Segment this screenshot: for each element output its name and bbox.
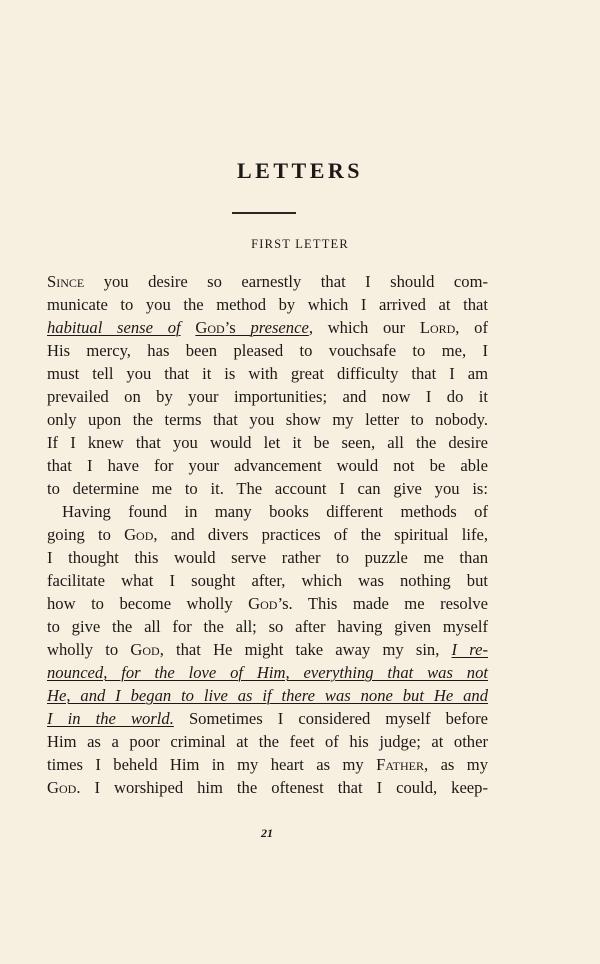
text-segment: God bbox=[195, 318, 225, 337]
letter-subheading: FIRST LETTER bbox=[251, 237, 349, 251]
text-line bbox=[47, 408, 488, 431]
text-segment: Lord bbox=[419, 318, 456, 337]
text-segment: I re- bbox=[451, 640, 488, 659]
text-segment: must tell you that it is with great difficulty that I am bbox=[47, 364, 488, 383]
text-line bbox=[47, 730, 488, 753]
text-line bbox=[47, 753, 488, 776]
text-segment: His mercy, has been pleased to vouchsafe to me, I bbox=[47, 341, 488, 360]
text-line bbox=[47, 270, 488, 293]
text-segment: God bbox=[248, 594, 278, 613]
text-segment: to give the all for the all; so after having given myself bbox=[47, 617, 488, 636]
text-segment: If I knew that you would let it be seen, all the desire bbox=[47, 433, 488, 452]
text-segment: I in the world. bbox=[47, 709, 174, 728]
text-segment: how to become wholly bbox=[47, 594, 249, 613]
text-segment: I thought this would serve rather to puzzle me than bbox=[47, 548, 488, 567]
text-line bbox=[47, 615, 488, 638]
text-line bbox=[47, 500, 488, 523]
text-line bbox=[47, 707, 488, 730]
text-line bbox=[47, 661, 488, 684]
text-segment: ’s bbox=[224, 318, 251, 337]
text-line bbox=[47, 316, 488, 339]
text-segment: presence bbox=[250, 318, 309, 337]
text-line bbox=[47, 546, 488, 569]
text-segment: going to bbox=[47, 525, 125, 544]
text-segment: , of bbox=[455, 318, 488, 337]
text-segment: municate to you the method by which I arrived at that bbox=[47, 295, 488, 314]
text-segment: , that He might take away my sin, bbox=[159, 640, 452, 659]
text-segment: times I beheld Him in my heart as my bbox=[47, 755, 377, 774]
text-segment bbox=[181, 318, 196, 337]
body-text bbox=[47, 270, 488, 799]
text-segment: , and divers practices of the spiritual life, bbox=[153, 525, 488, 544]
text-segment: . I worshiped him the oftenest that I could, keep- bbox=[76, 778, 488, 797]
text-segment: habitual sense of bbox=[47, 318, 181, 337]
text-segment: that I have for your advancement would not be able bbox=[47, 456, 488, 475]
text-segment: Sometimes I considered myself before bbox=[173, 709, 488, 728]
text-segment: prevailed on by your importunities; and now I do it bbox=[47, 387, 488, 406]
text-line bbox=[47, 477, 488, 500]
text-line bbox=[47, 523, 488, 546]
text-segment: Father bbox=[376, 755, 425, 774]
text-segment: , which our bbox=[308, 318, 420, 337]
text-line bbox=[47, 293, 488, 316]
text-segment: only upon the terms that you show my letter to nobody. bbox=[47, 410, 488, 429]
text-line bbox=[47, 592, 488, 615]
text-segment: God bbox=[124, 525, 154, 544]
text-segment: facilitate what I sought after, which was nothing but bbox=[47, 571, 488, 590]
text-segment: He, and I began to live as if there was none but He and bbox=[47, 686, 488, 705]
text-line bbox=[47, 339, 488, 362]
text-line bbox=[47, 431, 488, 454]
text-segment: Having found in many books different methods of bbox=[62, 502, 488, 521]
text-segment: wholly to bbox=[47, 640, 131, 659]
page-number: 21 bbox=[261, 826, 273, 840]
text-segment: ’s. This made me resolve bbox=[277, 594, 488, 613]
text-segment: Him as a poor criminal at the feet of his judge; at other bbox=[47, 732, 488, 751]
text-line bbox=[47, 362, 488, 385]
text-line bbox=[47, 385, 488, 408]
text-line bbox=[47, 684, 488, 707]
text-line bbox=[47, 638, 488, 661]
text-line bbox=[47, 454, 488, 477]
text-segment: you desire so earnestly that I should com- bbox=[84, 272, 488, 291]
page-heading: LETTERS bbox=[237, 158, 363, 183]
text-segment: to determine me to it. The account I can give you is: bbox=[47, 479, 488, 498]
heading-rule bbox=[232, 212, 296, 214]
text-line bbox=[47, 569, 488, 592]
text-line bbox=[47, 776, 488, 799]
text-segment: God bbox=[130, 640, 160, 659]
text-segment: Since bbox=[47, 272, 85, 291]
text-segment: God bbox=[47, 778, 77, 797]
text-segment: , as my bbox=[424, 755, 488, 774]
text-segment: nounced, for the love of Him, everything that was not bbox=[47, 663, 488, 682]
